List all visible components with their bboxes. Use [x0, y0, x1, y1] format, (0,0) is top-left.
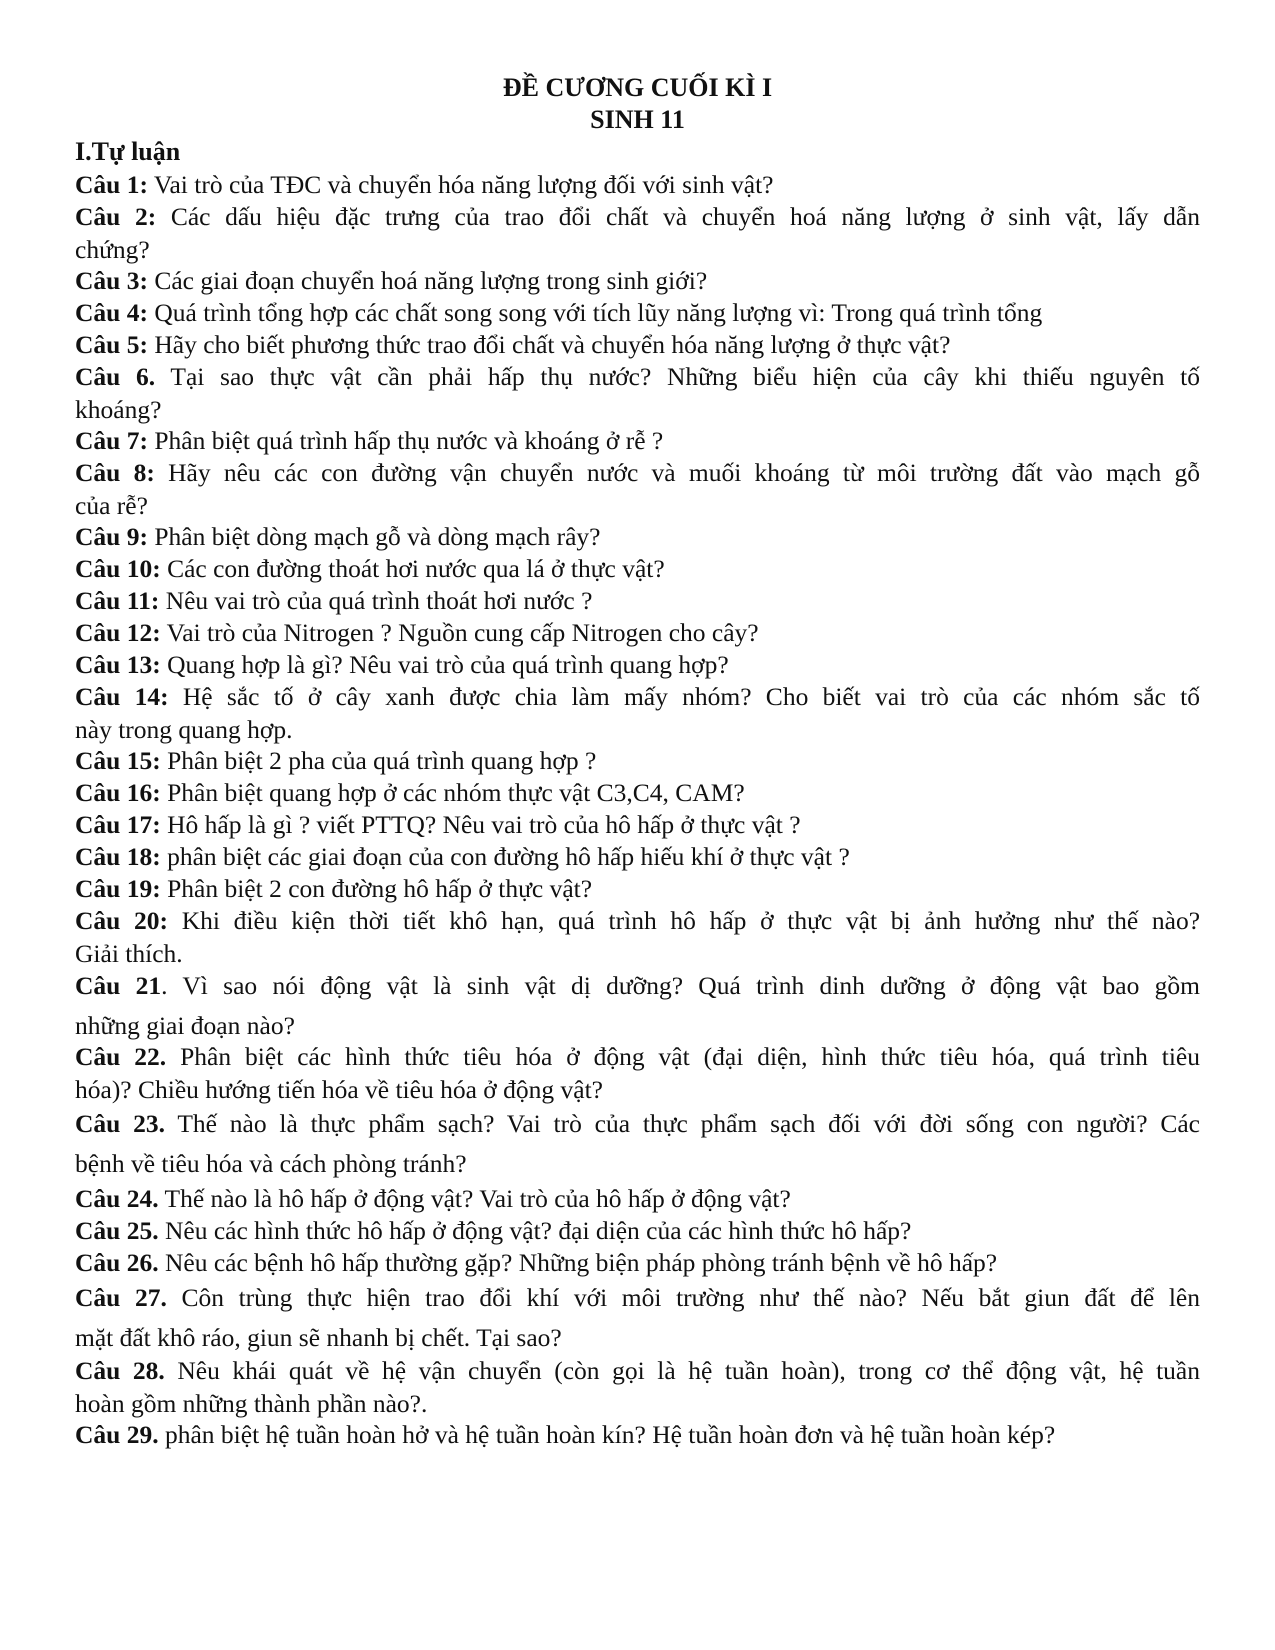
- question-label: Câu 22.: [75, 1042, 167, 1071]
- question-item: [75, 1246, 1200, 1279]
- question-item: [75, 552, 1200, 585]
- question-line: Quá trình tổng hợp các chất song song với tích lũy năng lượng vì: Trong quá trình tổng: [154, 298, 1043, 327]
- question-item: [75, 360, 1200, 426]
- question-line: phân biệt các giai đoạn của con đường hô hấp hiếu khí ở thực vật ?: [167, 842, 850, 871]
- question-line: Nêu khái quát về hệ vận chuyển (còn gọi là hệ tuần hoàn), trong cơ thể động vật, hệ tuần: [177, 1356, 1200, 1385]
- question-line: Các dấu hiệu đặc trưng của trao đổi chất và chuyển hoá năng lượng ở sinh vật, lấy dẫn: [170, 202, 1200, 231]
- question-item: [75, 808, 1200, 841]
- question-item: [75, 680, 1200, 746]
- question-line: Phân biệt dòng mạch gỗ và dòng mạch rây?: [154, 522, 601, 551]
- question-line: Hãy nêu các con đường vận chuyển nước và muối khoáng từ môi trường đất vào mạch gỗ: [168, 458, 1200, 487]
- question-text-continued: [75, 1387, 1200, 1420]
- question-item: [75, 168, 1200, 201]
- question-item: [75, 456, 1200, 522]
- question-label: Câu 10:: [75, 554, 161, 583]
- question-label: Câu 12:: [75, 618, 161, 647]
- question-item: [75, 264, 1200, 297]
- question-item: [75, 1278, 1200, 1358]
- question-label: Câu 18:: [75, 842, 161, 871]
- question-text: [75, 1278, 1200, 1318]
- question-line: Khi điều kiện thời tiết khô hạn, quá trình hô hấp ở thực vật bị ảnh hưởng như thế nào?: [181, 906, 1201, 935]
- question-label: Câu 3:: [75, 266, 148, 295]
- question-label: Câu 2:: [75, 202, 157, 231]
- question-text: [75, 776, 1200, 809]
- question-item: [75, 904, 1200, 970]
- question-item: [75, 616, 1200, 649]
- question-line: hoàn gồm những thành phần nào?.: [75, 1389, 428, 1418]
- question-text: [75, 1354, 1200, 1387]
- question-item: [75, 1418, 1200, 1451]
- question-item: [75, 520, 1200, 553]
- question-label: Câu 19:: [75, 874, 161, 903]
- document-title: ĐỀ CƯƠNG CUỐI KÌ I: [502, 73, 773, 102]
- question-line: Quang hợp là gì? Nêu vai trò của quá trình quang hợp?: [167, 650, 729, 679]
- question-label: Câu 26.: [75, 1248, 159, 1277]
- question-item: [75, 648, 1200, 681]
- question-line: Các con đường thoát hơi nước qua lá ở thực vật?: [167, 554, 665, 583]
- question-line: này trong quang hợp.: [75, 715, 293, 744]
- question-label: Câu 11:: [75, 586, 160, 615]
- question-text: [75, 616, 1200, 649]
- question-item: [75, 584, 1200, 617]
- question-line: Tại sao thực vật cần phải hấp thụ nước? Những biểu hiện của cây khi thiếu nguyên tố: [170, 362, 1200, 391]
- question-label: Câu 14:: [75, 682, 169, 711]
- question-line: Nêu các bệnh hô hấp thường gặp? Những biện pháp phòng tránh bệnh về hô hấp?: [164, 1248, 998, 1277]
- question-item: [75, 296, 1200, 329]
- question-item: [75, 328, 1200, 361]
- question-line: Côn trùng thực hiện trao đổi khí với môi trường như thế nào? Nếu bắt giun đất để lên: [181, 1283, 1200, 1312]
- question-text: [75, 168, 1200, 201]
- question-text: [75, 1418, 1200, 1451]
- section-heading: I.Tự luận: [75, 137, 181, 166]
- question-text: [75, 808, 1200, 841]
- question-text: [75, 360, 1200, 393]
- question-text-continued: [75, 393, 1200, 426]
- question-text: [75, 966, 1200, 1006]
- question-line: Phân biệt 2 con đường hô hấp ở thực vật?: [167, 874, 593, 903]
- question-text: [75, 584, 1200, 617]
- question-text: [75, 1182, 1200, 1215]
- question-line: Giải thích.: [75, 939, 183, 968]
- question-text-continued: [75, 489, 1200, 522]
- question-text: [75, 520, 1200, 553]
- question-line: Thế nào là thực phẩm sạch? Vai trò của thực phẩm sạch đối với đời sống con người? Các: [177, 1109, 1200, 1138]
- question-item: [75, 1040, 1200, 1106]
- question-line: mặt đất khô ráo, giun sẽ nhanh bị chết. Tại sao?: [75, 1323, 562, 1352]
- question-line: Thế nào là hô hấp ở động vật? Vai trò của hô hấp ở động vật?: [164, 1184, 791, 1213]
- question-text: [75, 328, 1200, 361]
- question-text: [75, 1214, 1200, 1247]
- question-text: [75, 1104, 1200, 1144]
- question-line: bệnh về tiêu hóa và cách phòng tránh?: [75, 1149, 467, 1178]
- question-label: Câu 21: [75, 971, 162, 1000]
- question-text: [75, 872, 1200, 905]
- question-line: Phân biệt các hình thức tiêu hóa ở động vật (đại diện, hình thức tiêu hóa, quá trình tiêu: [180, 1042, 1200, 1071]
- question-label: Câu 15:: [75, 746, 161, 775]
- question-label: Câu 5:: [75, 330, 148, 359]
- question-line: phân biệt hệ tuần hoàn hở và hệ tuần hoàn kín? Hệ tuần hoàn đơn và hệ tuần hoàn kép?: [164, 1420, 1056, 1449]
- question-line: Các giai đoạn chuyển hoá năng lượng trong sinh giới?: [154, 266, 708, 295]
- question-label: Câu 25.: [75, 1216, 159, 1245]
- question-label: Câu 24.: [75, 1184, 159, 1213]
- question-text: [75, 648, 1200, 681]
- question-item: [75, 200, 1200, 266]
- question-text: [75, 424, 1200, 457]
- question-item: [75, 840, 1200, 873]
- question-text: [75, 264, 1200, 297]
- question-line: Phân biệt quang hợp ở các nhóm thực vật C3,C4, CAM?: [167, 778, 745, 807]
- question-line: Vai trò của TĐC và chuyển hóa năng lượng đối với sinh vật?: [153, 170, 774, 199]
- question-item: [75, 744, 1200, 777]
- question-text: [75, 552, 1200, 585]
- question-text: [75, 680, 1200, 713]
- question-text: [75, 200, 1200, 233]
- question-text: [75, 456, 1200, 489]
- question-text-continued: [75, 1073, 1200, 1106]
- question-line: của rễ?: [75, 491, 148, 520]
- question-item: [75, 966, 1200, 1046]
- question-item: [75, 1182, 1200, 1215]
- question-text: [75, 744, 1200, 777]
- question-line: Nêu vai trò của quá trình thoát hơi nước ?: [165, 586, 593, 615]
- question-label: Câu 16:: [75, 778, 161, 807]
- question-label: Câu 28.: [75, 1356, 165, 1385]
- question-text-continued: [75, 233, 1200, 266]
- question-line: Phân biệt quá trình hấp thụ nước và khoáng ở rễ ?: [154, 426, 664, 455]
- question-label: Câu 1:: [75, 170, 148, 199]
- question-line: Hô hấp là gì ? viết PTTQ? Nêu vai trò của hô hấp ở thực vật ?: [167, 810, 801, 839]
- question-item: [75, 776, 1200, 809]
- question-text: [75, 904, 1200, 937]
- question-label: Câu 6.: [75, 362, 156, 391]
- question-label: Câu 9:: [75, 522, 148, 551]
- question-item: [75, 1354, 1200, 1420]
- question-text: [75, 840, 1200, 873]
- question-label: Câu 27.: [75, 1283, 167, 1312]
- question-line: Vai trò của Nitrogen ? Nguồn cung cấp Nitrogen cho cây?: [166, 618, 759, 647]
- question-line: Nêu các hình thức hô hấp ở động vật? đại diện của các hình thức hô hấp?: [164, 1216, 912, 1245]
- question-line: những giai đoạn nào?: [75, 1011, 295, 1040]
- question-item: [75, 424, 1200, 457]
- question-text-continued: [75, 1144, 1200, 1184]
- question-line: khoáng?: [75, 395, 162, 424]
- question-label: Câu 20:: [75, 906, 169, 935]
- question-text: [75, 296, 1200, 329]
- question-line: Phân biệt 2 pha của quá trình quang hợp ?: [167, 746, 597, 775]
- question-label: Câu 4:: [75, 298, 148, 327]
- document-subtitle: SINH 11: [590, 105, 685, 134]
- question-text: [75, 1040, 1200, 1073]
- question-line: hóa)? Chiều hướng tiến hóa về tiêu hóa ở động vật?: [75, 1075, 603, 1104]
- question-label: Câu 17:: [75, 810, 161, 839]
- question-text-continued: [75, 1318, 1200, 1358]
- question-line: chứng?: [75, 235, 150, 264]
- question-line: Hệ sắc tố ở cây xanh được chia làm mấy nhóm? Cho biết vai trò của các nhóm sắc tố: [182, 682, 1201, 711]
- question-line: Hãy cho biết phương thức trao đổi chất và chuyển hóa năng lượng ở thực vật?: [154, 330, 951, 359]
- question-item: [75, 1214, 1200, 1247]
- question-label: Câu 23.: [75, 1109, 166, 1138]
- question-item: [75, 872, 1200, 905]
- question-label: Câu 7:: [75, 426, 148, 455]
- question-line: . Vì sao nói động vật là sinh vật dị dưỡng? Quá trình dinh dưỡng ở động vật bao gồm: [161, 971, 1200, 1000]
- question-text-continued: [75, 713, 1200, 746]
- question-label: Câu 13:: [75, 650, 161, 679]
- question-label: Câu 8:: [75, 458, 155, 487]
- question-label: Câu 29.: [75, 1420, 159, 1449]
- question-item: [75, 1104, 1200, 1184]
- question-text: [75, 1246, 1200, 1279]
